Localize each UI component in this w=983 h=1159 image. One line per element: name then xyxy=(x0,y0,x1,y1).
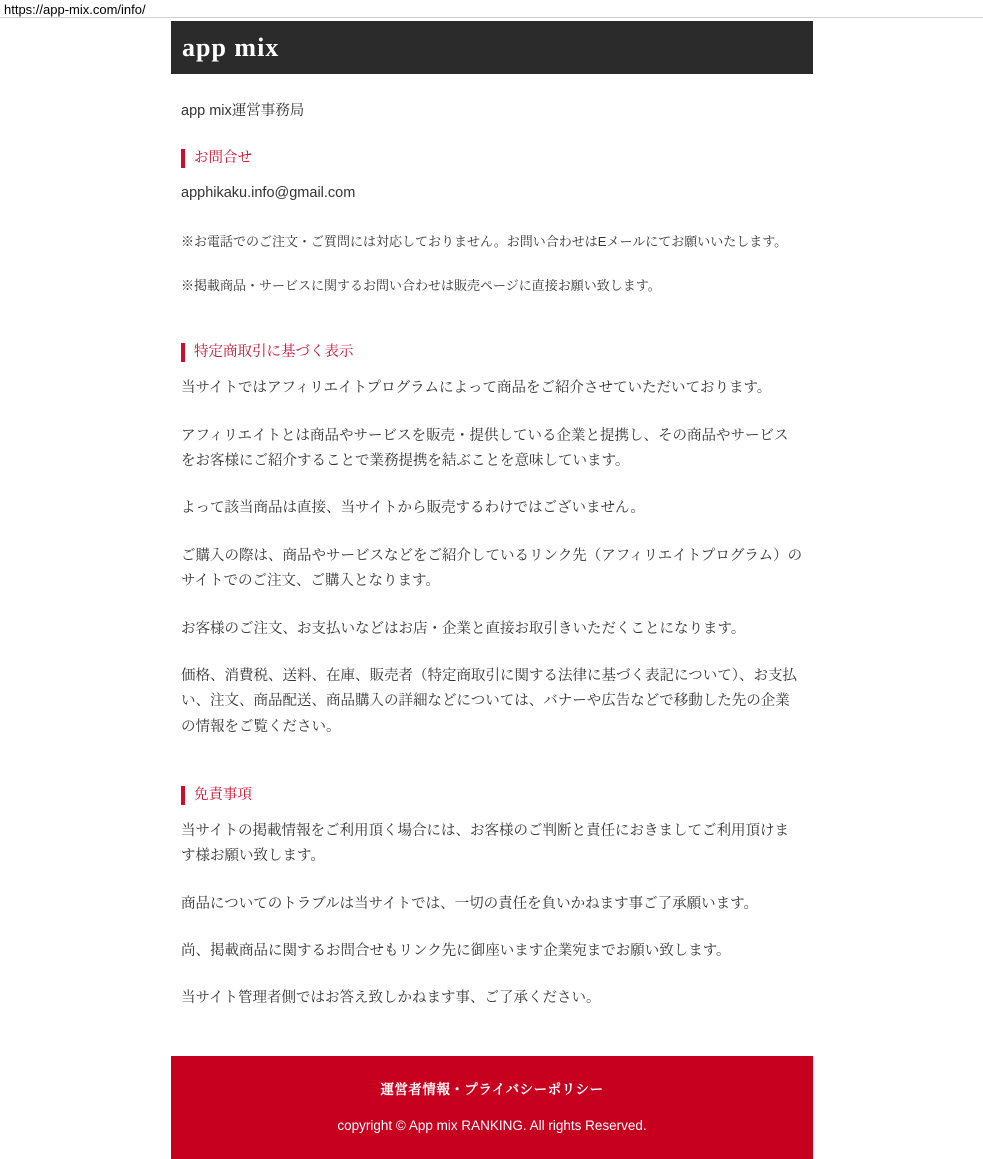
site-header xyxy=(171,21,813,74)
section-body-contact xyxy=(181,182,803,297)
url-text: https://app-mix.com/info/ xyxy=(4,2,146,17)
commercial-paragraph-4: ご購入の際は、商品やサービスなどをご紹介しているリンク先（アフィリエイトプログラム）のサイトでのご注文、ご購入となります。 xyxy=(181,547,803,590)
site-footer xyxy=(171,1056,813,1159)
section-heading-contact: お問合せ xyxy=(181,149,803,168)
disclaimer-paragraph-1: 当サイトの掲載情報をご利用頂く場合には、お客様のご判断と責任におきましてご利用頂けます様お願い致します。 xyxy=(181,822,789,865)
disclaimer-paragraph-3: 尚、掲載商品に関するお問合せもリンク先に御座います企業宛までお願い致します。 xyxy=(181,942,731,959)
contact-note-2: ※掲載商品・サービスに関するお問い合わせは販売ページに直接お願い致します。 xyxy=(181,278,661,294)
commercial-paragraph-3: よって該当商品は直接、当サイトから販売するわけではございません。 xyxy=(181,500,645,517)
commercial-paragraph-6: 価格、消費税、送料、在庫、販売者（特定商取引に関する法律に基づく表記について）、お支払い、注文、商品配送、商品購入の詳細などについては、バナーや広告などで移動した先の企業の情報をご覧ください。 xyxy=(181,667,797,735)
commercial-paragraph-5: お客様のご注文、お支払いなどはお店・企業と直接お取引きいただくことになります。 xyxy=(181,620,746,637)
disclaimer-paragraph-2: 商品についてのトラブルは当サイトでは、一切の責任を負いかねます事ご了承願います。 xyxy=(181,895,758,912)
main-content xyxy=(171,100,813,1012)
footer-copyright: copyright © App mix RANKING. All rights Reserved. xyxy=(337,1117,647,1133)
footer-privacy-link[interactable]: 運営者情報・プライバシーポリシー xyxy=(380,1081,604,1097)
contact-note-1: ※お電話でのご注文・ご質問には対応しておりません。お問い合わせはEメールにてお願いいたします。 xyxy=(181,234,788,250)
section-heading-disclaimer: 免責事項 xyxy=(181,786,803,805)
page-container xyxy=(171,21,813,1159)
organization-name: app mix運営事務局 xyxy=(181,103,305,119)
site-logo-title[interactable]: app mix xyxy=(182,32,280,62)
browser-url-bar[interactable] xyxy=(0,0,983,18)
commercial-paragraph-1: 当サイトではアフィリエイトプログラムによって商品をご紹介させていただいております。 xyxy=(181,380,772,397)
contact-email[interactable]: apphikaku.info@gmail.com xyxy=(181,185,356,202)
section-heading-commercial-law: 特定商取引に基づく表示 xyxy=(181,343,803,362)
section-body-commercial-law xyxy=(181,376,803,740)
commercial-paragraph-2: アフィリエイトとは商品やサービスを販売・提供している企業と提携し、その商品やサービスをお客様にご紹介することで業務提携を結ぶことを意味しています。 xyxy=(181,427,789,469)
section-body-disclaimer xyxy=(181,819,803,1012)
disclaimer-paragraph-4: 当サイト管理者側ではお答え致しかねます事、ご了承ください。 xyxy=(181,990,601,1007)
